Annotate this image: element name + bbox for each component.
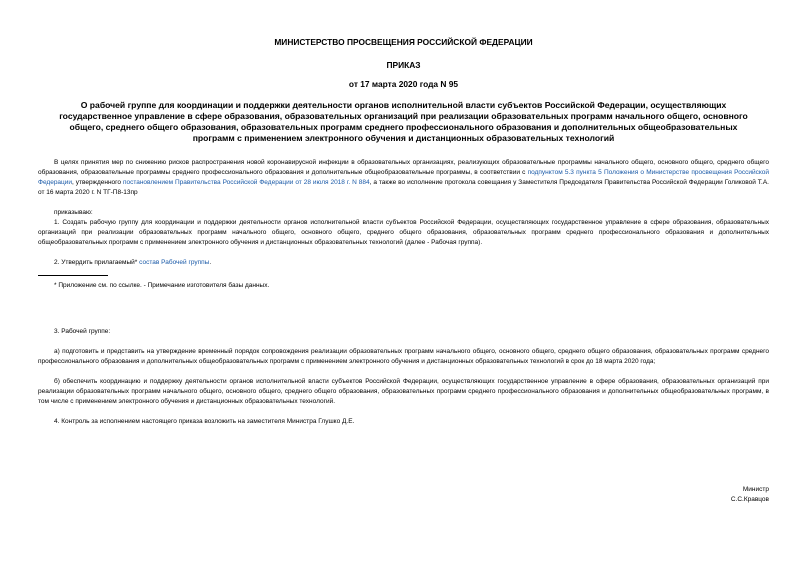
preamble-text-1: В целях принятия мер по снижению рисков распространения новой коронавирусной инфекции в образовательных организациях, реализующих образовательные программы начального общего, основного общего, среднего общего образования, образовательные программы среднего профессионального образования и дополнительные общеобразовательные программы, в соответствии с xyxy=(38,159,769,176)
item-3-paragraph: 3. Рабочей группе: xyxy=(54,328,111,335)
link-working-group-composition[interactable]: состав Рабочей группы xyxy=(139,259,210,266)
ministry-name: МИНИСТЕРСТВО ПРОСВЕЩЕНИЯ РОССИЙСКОЙ ФЕДЕРАЦИИ xyxy=(274,37,533,47)
order-word: приказываю: xyxy=(54,209,93,216)
preamble-paragraph xyxy=(38,158,769,198)
item-2-end: . xyxy=(209,259,212,266)
link-regulation-clause[interactable]: подпунктом 5.3 пункта 5 Положения о Министерстве просвещения Российской Федерации xyxy=(38,169,769,186)
signature-name: С.С.Кравцов xyxy=(730,496,769,503)
item-2-text: 2. Утвердить прилагаемый* xyxy=(54,259,140,266)
footnote-divider xyxy=(38,275,108,276)
document-type: ПРИКАЗ xyxy=(386,60,421,70)
document-title: О рабочей группе для координации и поддержки деятельности органов исполнительной власти субъектов Российской Федерации, осуществляющих государственное управление в сфере образования, образовательных организаций при реализации образовательных программ начального общего, основного общего, среднего общего образования, образовательных программ среднего профессионального образования и дополнительных общеобразовательных программ с применением электронного обучения и дистанционных образовательных технологий xyxy=(59,100,748,143)
item-3a-paragraph: а) подготовить и представить на утверждение временный порядок сопровождения реализации образовательных программ начального общего, основного общего, среднего общего образования, образовательных программ среднего профессионального образования и дополнительных общеобразовательных программ с применением электронного обучения и дистанционных образовательных технологий в срок до 18 марта 2020 года; xyxy=(38,348,769,365)
preamble-text-3: , а также во исполнение протокола совещания у Заместителя Председателя Правительства Российской Федерации Голиковой Т.А. от 16 марта 2020 г. N ТГ-П8-13пр xyxy=(38,179,769,196)
item-4-paragraph: 4. Контроль за исполнением настоящего приказа возложить на заместителя Министра Глушко Д.Е. xyxy=(54,418,355,425)
footnote-text: * Приложение см. по ссылке. - Примечание изготовителя базы данных. xyxy=(54,282,270,289)
link-government-resolution[interactable]: постановлением Правительства Российской Федерации от 28 июля 2018 г. N 884 xyxy=(122,179,370,186)
preamble-text-2: , утвержденного xyxy=(72,179,123,186)
signature-block xyxy=(731,485,769,505)
signature-position: Министр xyxy=(742,486,769,493)
document-date-number: от 17 марта 2020 года N 95 xyxy=(348,79,459,89)
item-1-paragraph: 1. Создать рабочую группу для координации и поддержки деятельности органов исполнительной власти субъектов Российской Федерации, осуществляющих государственное управление в сфере образования, образовательных организаций при реализации образовательных программ начального общего, основного общего, среднего общего образования, образовательных программ среднего профессионального образования и дополнительных общеобразовательных программ с применением электронного обучения и дистанционных образовательных технологий (далее - Рабочая группа). xyxy=(38,219,769,246)
item-2-paragraph xyxy=(38,258,769,268)
document-body xyxy=(38,158,769,427)
item-3b-paragraph: б) обеспечить координацию и поддержку деятельности органов исполнительной власти субъектов Российской Федерации, осуществляющих государственное управление в сфере образования, образовательных организаций при реализации образовательных программ начального общего, основного общего, среднего общего образования, образовательных программ среднего профессионального образования и дополнительных общеобразовательных программ, в том числе с применением электронного обучения и дистанционных образовательных технологий. xyxy=(38,378,769,405)
